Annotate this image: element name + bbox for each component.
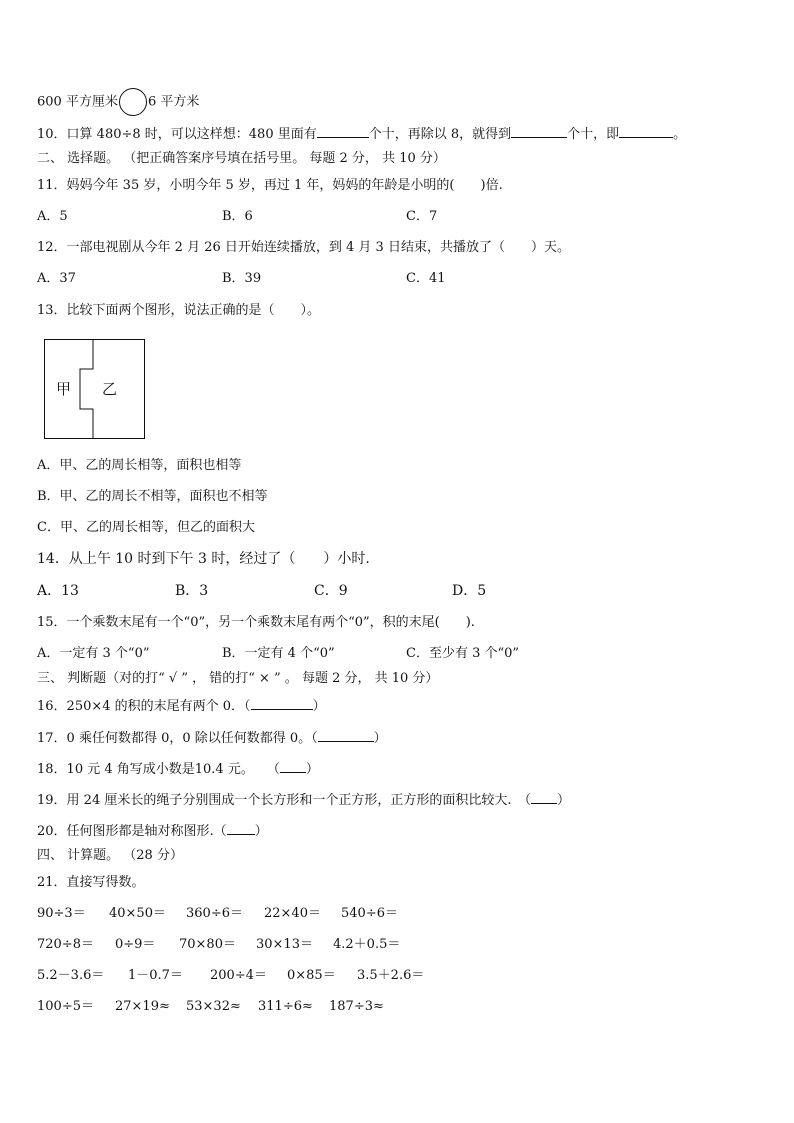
q15-option-b[interactable]: B．一定有 4 个“0”: [222, 646, 335, 661]
question-16: [37, 697, 326, 715]
question-14-stem: 14．从上午 10 时到下午 3 时，经过了（ ）小时.: [37, 551, 370, 567]
figure-label-jia: 甲: [56, 380, 72, 398]
question-18: [37, 760, 319, 778]
q12-option-c[interactable]: C．41: [406, 271, 446, 286]
question-13-stem: 13．比较下面两个图形，说法正确的是（ ）。: [37, 303, 321, 318]
q15-option-c[interactable]: C．至少有 3 个“0”: [406, 646, 520, 661]
q14-option-b[interactable]: B．3: [175, 583, 209, 599]
q10-blank-1[interactable]: [317, 125, 369, 138]
q14-option-c[interactable]: C．9: [314, 583, 348, 599]
calc-item: 90÷3＝: [37, 906, 86, 921]
question-19: [37, 791, 570, 809]
q13-option-c[interactable]: C．甲、乙的周长相等，但乙的面积大: [37, 520, 255, 535]
compare-circle-blank[interactable]: [119, 88, 147, 116]
q13-option-a[interactable]: A．甲、乙的周长相等，面积也相等: [37, 458, 242, 473]
calc-item: 53×32≈: [186, 999, 241, 1014]
q10-text-b: 个十，再除以 8，就得到: [368, 127, 512, 142]
q18-text: 18．10 元 4 角写成小数是10.4 元。 （: [37, 762, 280, 777]
q10-text-c: 个十，即: [567, 127, 620, 142]
calc-item: 1－0.7＝: [128, 968, 183, 983]
calc-item: 0×85＝: [287, 968, 336, 983]
calc-item: 3.5＋2.6＝: [357, 968, 425, 983]
calc-item: 27×19≈: [115, 999, 170, 1014]
q10-text-a: 10．口算 480÷8 时，可以这样想：480 里面有: [37, 127, 317, 142]
calc-item: 30×13＝: [256, 937, 313, 952]
q12-option-a[interactable]: A．37: [37, 271, 76, 286]
q15-option-a[interactable]: A．一定有 3 个“0”: [37, 646, 150, 661]
calc-item: 22×40＝: [264, 906, 321, 921]
calc-item: 0÷9＝: [115, 937, 156, 952]
question-20: [37, 822, 268, 840]
compare-left: 600 平方厘米: [37, 94, 118, 110]
compare-right: 6 平方米: [147, 94, 200, 110]
section-3-heading: 三、 判断题（对的打“ √ ” ， 错的打“ × ” 。 每题 2 分， 共 10 分）: [37, 671, 439, 686]
question-10: [37, 125, 686, 143]
calc-item: 720÷8＝: [37, 937, 94, 952]
calc-item: 70×80＝: [179, 937, 236, 952]
q11-option-c[interactable]: C．7: [406, 209, 438, 224]
q11-option-b[interactable]: B．6: [222, 209, 253, 224]
q14-option-a[interactable]: A．13: [37, 583, 79, 599]
calc-item: 360÷6＝: [186, 906, 243, 921]
q18-close: ）: [305, 762, 319, 777]
q19-text: 19．用 24 厘米长的绳子分别围成一个长方形和一个正方形，正方形的面积比较大. （: [37, 793, 531, 808]
question-12-stem: 12．一部电视剧从今年 2 月 26 日开始连续播放，到 4 月 3 日结束，共播放了（ ）天。: [37, 240, 570, 255]
calc-item: 100÷5＝: [37, 999, 94, 1014]
section-2-heading: 二、 选择题。 （把正确答案序号填在括号里。 每题 2 分， 共 10 分）: [37, 151, 446, 166]
q20-close: ）: [254, 824, 268, 839]
calc-item: 200÷4＝: [210, 968, 267, 983]
q17-answer-blank[interactable]: [318, 729, 374, 742]
q10-blank-3[interactable]: [619, 125, 673, 138]
q10-blank-2[interactable]: [511, 125, 567, 138]
q12-option-b[interactable]: B．39: [222, 271, 262, 286]
calc-item: 4.2＋0.5＝: [333, 937, 401, 952]
q19-close: ）: [556, 793, 570, 808]
figure-label-yi: 乙: [102, 380, 118, 398]
calc-item: 5.2－3.6＝: [37, 968, 105, 983]
question-17: [37, 729, 387, 747]
question-11-stem: 11．妈妈今年 35 岁，小明今年 5 岁，再过 1 年，妈妈的年龄是小明的( )倍.: [37, 178, 503, 193]
compare-question: [37, 88, 199, 116]
question-21-stem: 21．直接写得数。: [37, 875, 145, 890]
q11-option-a[interactable]: A．5: [37, 209, 68, 224]
q10-text-d: 。: [673, 127, 687, 142]
q13-option-b[interactable]: B．甲、乙的周长不相等，面积也不相等: [37, 489, 268, 504]
calc-item: 40×50＝: [109, 906, 166, 921]
q16-answer-blank[interactable]: [251, 697, 313, 710]
calc-item: 187÷3≈: [329, 999, 384, 1014]
q13-figure: [44, 339, 145, 439]
calc-item: 311÷6≈: [258, 999, 313, 1014]
q19-answer-blank[interactable]: [531, 791, 557, 804]
question-15-stem: 15．一个乘数末尾有一个“0”，另一个乘数末尾有两个“0”，积的末尾( ).: [37, 615, 475, 630]
q20-text: 20．任何图形都是轴对称图形.（: [37, 824, 227, 839]
q17-close: ）: [373, 731, 387, 746]
q20-answer-blank[interactable]: [227, 822, 255, 835]
q17-text: 17．0 乘任何数都得 0，0 除以任何数都得 0。（: [37, 731, 318, 746]
calc-item: 540÷6＝: [341, 906, 398, 921]
q16-text: 16．250×4 的积的末尾有两个 0．（: [37, 699, 251, 714]
q14-option-d[interactable]: D．5: [452, 583, 487, 599]
section-4-heading: 四、 计算题。 （28 分）: [37, 848, 183, 863]
q18-answer-blank[interactable]: [280, 760, 306, 773]
q16-close: ）: [312, 699, 326, 714]
